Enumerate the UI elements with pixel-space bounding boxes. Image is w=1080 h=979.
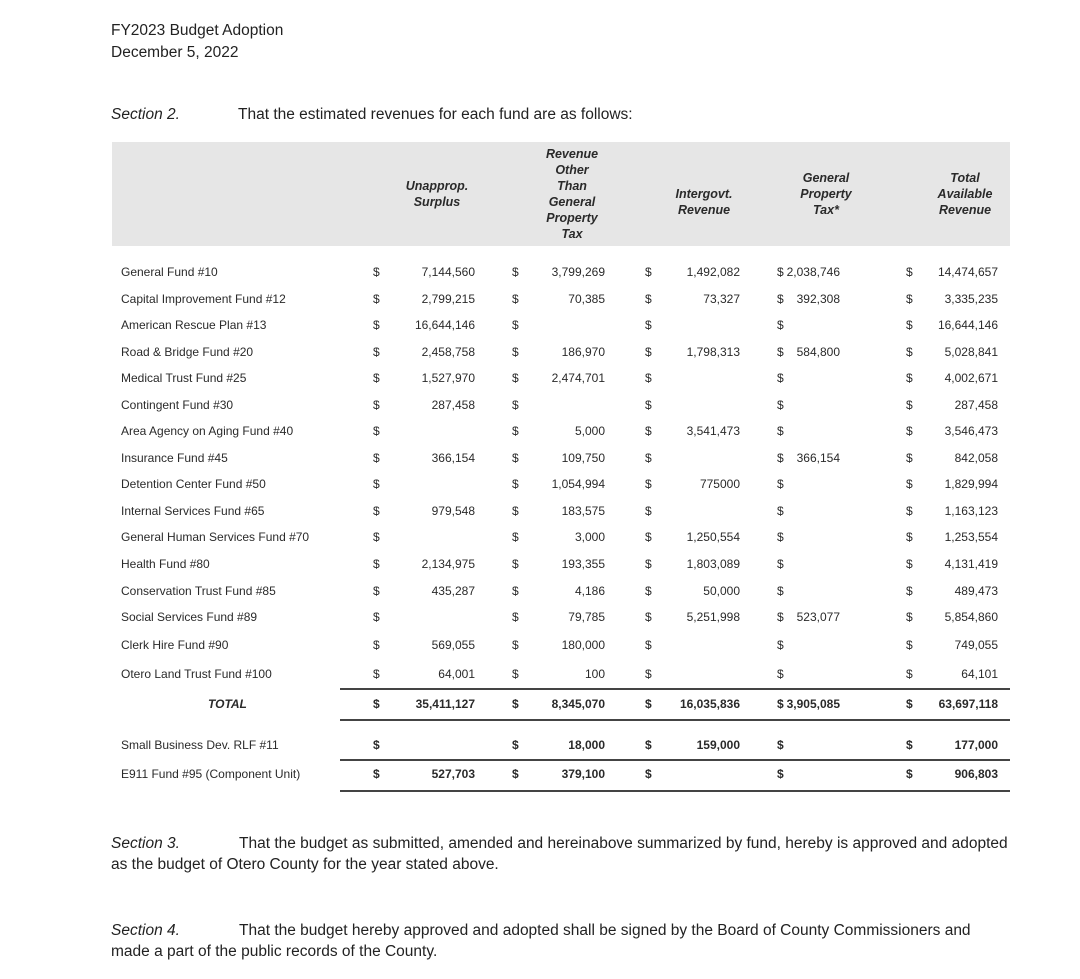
table-row [0, 371, 1080, 397]
currency-symbol: $ [512, 371, 519, 385]
section-2-text: That the estimated revenues for each fund are as follows: [238, 106, 633, 123]
currency-symbol: $ [645, 345, 652, 359]
fund-name: Otero Land Trust Fund #100 [121, 667, 272, 681]
currency-symbol: $ [777, 318, 784, 332]
currency-symbol: $ [512, 697, 519, 711]
currency-symbol: $ [645, 584, 652, 598]
fund-name: General Fund #10 [121, 265, 218, 279]
currency-symbol: $ [645, 318, 652, 332]
currency-symbol: $ [373, 371, 380, 385]
cell-intergovt: 3,541,473 [686, 424, 740, 438]
currency-symbol: $ [512, 530, 519, 544]
currency-symbol: $ [512, 398, 519, 412]
table-row [0, 610, 1080, 636]
cell-total-available: 1,829,994 [944, 477, 998, 491]
currency-symbol: $ [645, 504, 652, 518]
currency-symbol: $ [645, 767, 652, 781]
currency-symbol: $ [373, 667, 380, 681]
cell-unapprop-surplus: 64,001 [438, 667, 475, 681]
cell-total-available: 177,000 [954, 738, 998, 752]
currency-symbol: $ [512, 610, 519, 624]
total-top-rule [340, 688, 1010, 690]
currency-symbol: $ [645, 667, 652, 681]
currency-symbol: $ [373, 345, 380, 359]
cell-unapprop-surplus: 527,703 [431, 767, 475, 781]
currency-symbol: $ [645, 398, 652, 412]
cell-total-available: 4,002,671 [944, 371, 998, 385]
currency-symbol: $ [906, 345, 913, 359]
currency-symbol: $ [512, 345, 519, 359]
currency-symbol: $ [777, 584, 784, 598]
table-row [0, 638, 1080, 664]
cell-unapprop-surplus: 2,134,975 [421, 557, 475, 571]
currency-symbol: $ [906, 584, 913, 598]
cell-total-available: 5,854,860 [944, 610, 998, 624]
cell-total-available: 64,101 [961, 667, 998, 681]
currency-symbol: $ [906, 667, 913, 681]
currency-symbol: $ [906, 638, 913, 652]
cell-intergovt: 73,327 [703, 292, 740, 306]
cell-revenue-other: 186,970 [561, 345, 605, 359]
cell-revenue-other: 2,474,701 [551, 371, 605, 385]
cell-unapprop-surplus: 569,055 [431, 638, 475, 652]
cell-unapprop-surplus: 287,458 [431, 398, 475, 412]
currency-symbol: $ [512, 292, 519, 306]
table-row [0, 557, 1080, 583]
currency-symbol: $ [906, 530, 913, 544]
currency-symbol: $ [373, 424, 380, 438]
currency-symbol: $ [512, 477, 519, 491]
currency-symbol: $ [906, 318, 913, 332]
cell-intergovt: 1,492,082 [686, 265, 740, 279]
currency-symbol: $ [906, 697, 913, 711]
cell-total-available: 1,163,123 [944, 504, 998, 518]
currency-symbol: $ [906, 477, 913, 491]
currency-symbol: $ [906, 738, 913, 752]
currency-symbol: $ [906, 398, 913, 412]
cell-revenue-other: 5,000 [574, 424, 605, 438]
currency-symbol: $ [645, 424, 652, 438]
currency-symbol: $ [512, 584, 519, 598]
currency-symbol: $ [373, 265, 380, 279]
bottom-rule [340, 790, 1010, 792]
cell-total-available: 1,253,554 [944, 530, 998, 544]
fund-name: Road & Bridge Fund #20 [121, 345, 254, 359]
table-row [0, 530, 1080, 556]
component-rule [340, 759, 1010, 761]
fund-name: TOTAL [208, 697, 247, 711]
fund-name: Conservation Trust Fund #85 [121, 584, 276, 598]
currency-symbol: $ [906, 265, 913, 279]
cell-revenue-other: 79,785 [568, 610, 605, 624]
fund-name: Capital Improvement Fund #12 [121, 292, 286, 306]
cell-unapprop-surplus: 16,644,146 [414, 318, 475, 332]
currency-symbol: $ [777, 424, 784, 438]
currency-symbol: $ [777, 451, 784, 465]
cell-revenue-other: 18,000 [568, 738, 605, 752]
currency-symbol: $ [645, 477, 652, 491]
currency-symbol: $ [906, 767, 913, 781]
cell-total-available: 3,546,473 [944, 424, 998, 438]
cell-intergovt: 1,250,554 [686, 530, 740, 544]
currency-symbol: $ [645, 371, 652, 385]
currency-symbol: $ [645, 292, 652, 306]
table-row [0, 584, 1080, 610]
currency-symbol: $ [906, 504, 913, 518]
cell-total-available: 749,055 [954, 638, 998, 652]
currency-symbol: $ [512, 667, 519, 681]
currency-symbol: $ [645, 697, 652, 711]
currency-symbol: $ [777, 530, 784, 544]
document-date: December 5, 2022 [111, 44, 239, 61]
currency-symbol: $ [373, 584, 380, 598]
cell-intergovt: 1,803,089 [686, 557, 740, 571]
fund-name: Insurance Fund #45 [121, 451, 228, 465]
cell-intergovt: 1,798,313 [686, 345, 740, 359]
currency-symbol: $ [373, 292, 380, 306]
currency-symbol: $ [645, 265, 652, 279]
cell-revenue-other: 1,054,994 [551, 477, 605, 491]
section-2-label: Section 2. [111, 106, 180, 123]
table-row [0, 318, 1080, 344]
table-row [0, 292, 1080, 318]
table-row [0, 265, 1080, 291]
currency-symbol: $ [373, 451, 380, 465]
cell-gen-property-tax: 3,905,085 [786, 697, 840, 711]
currency-symbol: $ [512, 638, 519, 652]
cell-revenue-other: 4,186 [574, 584, 605, 598]
currency-symbol: $ [777, 738, 784, 752]
cell-unapprop-surplus: 366,154 [431, 451, 475, 465]
cell-total-available: 3,335,235 [944, 292, 998, 306]
currency-symbol: $ [777, 557, 784, 571]
currency-symbol: $ [777, 265, 784, 279]
currency-symbol: $ [777, 697, 784, 711]
fund-name: Clerk Hire Fund #90 [121, 638, 229, 652]
cell-unapprop-surplus: 435,287 [431, 584, 475, 598]
cell-unapprop-surplus: 979,548 [431, 504, 475, 518]
column-header-intergovt: Intergovt. Revenue [675, 187, 733, 217]
currency-symbol: $ [906, 424, 913, 438]
cell-total-available: 14,474,657 [937, 265, 998, 279]
cell-unapprop-surplus: 35,411,127 [415, 697, 475, 711]
currency-symbol: $ [373, 767, 380, 781]
currency-symbol: $ [777, 345, 784, 359]
currency-symbol: $ [512, 767, 519, 781]
cell-intergovt: 5,251,998 [686, 610, 740, 624]
table-row [0, 504, 1080, 530]
cell-total-available: 63,697,118 [938, 697, 998, 711]
fund-name: Contingent Fund #30 [121, 398, 234, 412]
currency-symbol: $ [777, 610, 784, 624]
currency-symbol: $ [906, 371, 913, 385]
cell-total-available: 287,458 [954, 398, 998, 412]
currency-symbol: $ [373, 610, 380, 624]
currency-symbol: $ [512, 424, 519, 438]
document-title: FY2023 Budget Adoption [111, 22, 284, 39]
cell-revenue-other: 8,345,070 [551, 697, 605, 711]
fund-name: Medical Trust Fund #25 [121, 371, 247, 385]
cell-unapprop-surplus: 1,527,970 [421, 371, 475, 385]
fund-name: Social Services Fund #89 [121, 610, 258, 624]
currency-symbol: $ [512, 738, 519, 752]
currency-symbol: $ [906, 451, 913, 465]
currency-symbol: $ [777, 667, 784, 681]
section-4-label: Section 4. [111, 922, 180, 939]
currency-symbol: $ [512, 504, 519, 518]
currency-symbol: $ [645, 557, 652, 571]
fund-name: Detention Center Fund #50 [121, 477, 266, 491]
currency-symbol: $ [777, 767, 784, 781]
cell-gen-property-tax: 523,077 [796, 610, 840, 624]
cell-revenue-other: 379,100 [561, 767, 605, 781]
currency-symbol: $ [512, 451, 519, 465]
column-header-unapprop-surplus: Unapprop. Surplus [405, 179, 469, 209]
currency-symbol: $ [645, 738, 652, 752]
currency-symbol: $ [512, 557, 519, 571]
currency-symbol: $ [373, 504, 380, 518]
fund-name: E911 Fund #95 (Component Unit) [121, 767, 301, 781]
currency-symbol: $ [906, 557, 913, 571]
cell-unapprop-surplus: 7,144,560 [421, 265, 475, 279]
column-header-total-available: Total Available Revenue [937, 171, 993, 217]
section-4-text: That the budget hereby approved and adopted shall be signed by the Board of County Commissioners and made a part of the public records of the County. [111, 922, 971, 960]
fund-name: Area Agency on Aging Fund #40 [121, 424, 294, 438]
section-3-text: That the budget as submitted, amended and hereinabove summarized by fund, hereby is approved and adopted as the budget of Otero County for the year stated above. [111, 835, 1008, 873]
currency-symbol: $ [777, 477, 784, 491]
currency-symbol: $ [645, 530, 652, 544]
table-row [0, 345, 1080, 371]
cell-total-available: 489,473 [954, 584, 998, 598]
currency-symbol: $ [777, 371, 784, 385]
cell-total-available: 5,028,841 [944, 345, 998, 359]
currency-symbol: $ [373, 398, 380, 412]
table-row [0, 477, 1080, 503]
cell-total-available: 906,803 [954, 767, 998, 781]
cell-total-available: 842,058 [954, 451, 998, 465]
currency-symbol: $ [373, 697, 380, 711]
section-2-heading [111, 106, 633, 124]
cell-intergovt: 159,000 [696, 738, 740, 752]
currency-symbol: $ [906, 292, 913, 306]
cell-revenue-other: 70,385 [568, 292, 605, 306]
fund-name: American Rescue Plan #13 [121, 318, 267, 332]
fund-name: Health Fund #80 [121, 557, 210, 571]
section-3-paragraph [111, 833, 1011, 875]
cell-gen-property-tax: 366,154 [796, 451, 840, 465]
currency-symbol: $ [645, 610, 652, 624]
currency-symbol: $ [906, 610, 913, 624]
cell-gen-property-tax: 392,308 [796, 292, 840, 306]
currency-symbol: $ [373, 530, 380, 544]
cell-revenue-other: 3,000 [574, 530, 605, 544]
cell-intergovt: 50,000 [703, 584, 740, 598]
currency-symbol: $ [777, 504, 784, 518]
currency-symbol: $ [645, 451, 652, 465]
currency-symbol: $ [373, 477, 380, 491]
cell-revenue-other: 109,750 [561, 451, 605, 465]
section-4-paragraph [111, 920, 1011, 962]
table-row [0, 424, 1080, 450]
cell-intergovt: 16,035,836 [679, 697, 740, 711]
total-bottom-rule [340, 719, 1010, 721]
cell-revenue-other: 3,799,269 [551, 265, 605, 279]
fund-name: General Human Services Fund #70 [121, 530, 310, 544]
currency-symbol: $ [645, 638, 652, 652]
cell-gen-property-tax: 2,038,746 [786, 265, 840, 279]
fund-name: Internal Services Fund #65 [121, 504, 265, 518]
cell-revenue-other: 193,355 [561, 557, 605, 571]
currency-symbol: $ [777, 292, 784, 306]
cell-unapprop-surplus: 2,799,215 [421, 292, 475, 306]
column-header-gen-property-tax: General Property Tax* [800, 171, 852, 217]
currency-symbol: $ [373, 318, 380, 332]
currency-symbol: $ [777, 398, 784, 412]
currency-symbol: $ [373, 738, 380, 752]
table-row [0, 451, 1080, 477]
currency-symbol: $ [777, 638, 784, 652]
fund-name: Small Business Dev. RLF #11 [121, 738, 279, 752]
column-header-revenue-other: Revenue Other Than General Property Tax [545, 147, 599, 241]
cell-unapprop-surplus: 2,458,758 [421, 345, 475, 359]
table-row [0, 398, 1080, 424]
currency-symbol: $ [512, 265, 519, 279]
cell-total-available: 4,131,419 [944, 557, 998, 571]
cell-revenue-other: 100 [584, 667, 605, 681]
document-header [111, 20, 283, 64]
cell-gen-property-tax: 584,800 [796, 345, 840, 359]
cell-revenue-other: 180,000 [561, 638, 605, 652]
currency-symbol: $ [373, 638, 380, 652]
currency-symbol: $ [512, 318, 519, 332]
cell-intergovt: 775000 [699, 477, 740, 491]
cell-total-available: 16,644,146 [937, 318, 998, 332]
cell-revenue-other: 183,575 [561, 504, 605, 518]
section-3-label: Section 3. [111, 835, 180, 852]
currency-symbol: $ [373, 557, 380, 571]
